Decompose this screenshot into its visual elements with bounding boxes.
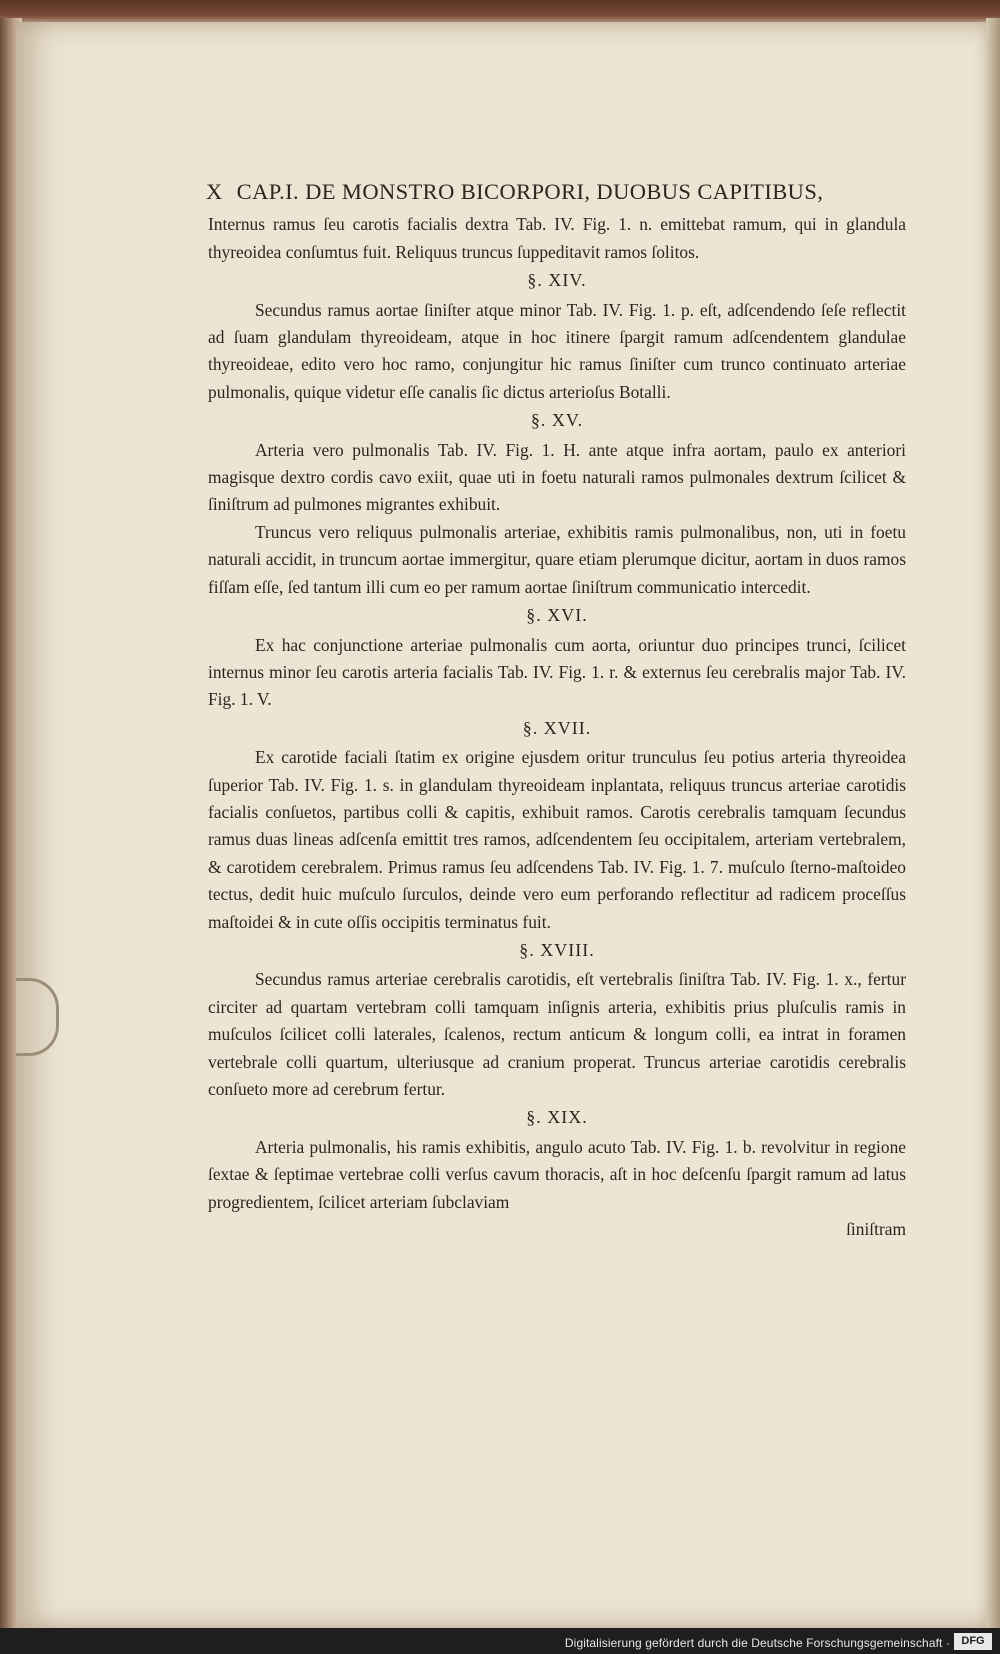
page-clip — [16, 978, 59, 1056]
section-heading: §. XV. — [530, 410, 584, 431]
paragraph: Ex hac conjunctione arteriae pulmonalis cum aorta, oriuntur duo principes trunci, ſcilicet internus minor ſeu carotis arteria facialis Tab. IV. Fig. 1. r. & externus ſeu cerebralis major Tab. IV. Fig. 1. V. — [208, 634, 906, 710]
paragraph: Internus ramus ſeu carotis facialis dextra Tab. IV. Fig. 1. n. emittebat ramum, qui in glandula thyreoidea conſumtus fuit. Reliquus truncus ſuppeditavit ramos ſolitos. — [208, 214, 906, 262]
running-header — [206, 178, 906, 205]
page-number: X — [206, 179, 223, 204]
paragraph: Secundus ramus arteriae cerebralis carotidis, eſt vertebralis ſiniſtra Tab. IV. Fig. 1. x., fertur circiter ad quartam vertebram colli tamquam inſignis arteria, exhibitis prius pluſculis ramis in muſculos ſcilicet colli laterales, ſcalenos, rectum anticum & longum colli, ea intrat in foramen vertebrale colli quartum, ulteriusque ad cranium properat. Truncus arteriae carotidis cerebralis conſueto more ad cerebrum fertur. — [208, 969, 906, 1099]
page-fore-edge — [986, 18, 1000, 1628]
paragraph: Ex carotide faciali ſtatim ex origine ejusdem oritur trunculus ſeu potius arteria thyreoidea ſuperior Tab. IV. Fig. 1. s. in glandulam thyreoideam inplantata, reliquus truncus arteriae carotidis facialis conſuetos, partibus colli & capitis, exhibuit ramos. Carotis cerebralis tamquam ſecundus ramus duas lineas adſcenſa emittit tres ramos, adſcendentem ſeu occipitalem, arteriam vertebralem, & carotidem cerebralem. Primus ramus ſeu adſcendens Tab. IV. Fig. 1. 7. muſculo ſterno-maſtoideo tectus, dedit huic muſculo ſurculos, deinde vero eum perforando reflectitur ad radicem proceſſus maſtoidei & in cute oſſis occipitis terminatus fuit. — [208, 747, 906, 932]
section-heading: §. XIV. — [527, 270, 587, 291]
paragraph: Arteria vero pulmonalis Tab. IV. Fig. 1. H. ante atque infra aortam, paulo ex anteriori magisque dextro cordis cavo exiit, quae uti in foetu naturali ramos pulmonales dextrum ſcilicet & ſiniſtrum ad pulmones migrantes exhibuit. — [208, 439, 906, 515]
section-heading: §. XIX. — [526, 1107, 588, 1128]
digitization-credit: Digitalisierung gefördert durch die Deutsche Forschungsgemeinschaft · — [564, 1636, 950, 1650]
page-text — [208, 178, 906, 1243]
dfg-logo: DFG — [954, 1633, 992, 1650]
paragraph: Secundus ramus aortae ſiniſter atque minor Tab. IV. Fig. 1. p. eſt, adſcendendo ſeſe reflectit ad ſuam glandulam thyreoideam, atque in hoc itinere ſpargit ramum adſcendentem glandulae thyreoideae, edito vero hoc ramo, conjungitur hic ramus ſiniſter cum trunco continuato arteriae pulmonalis, quique videtur eſſe canalis ſic dictus arterioſus Botalli. — [208, 299, 906, 402]
section-heading: §. XVI. — [526, 605, 588, 626]
section-heading: §. XVII. — [522, 717, 592, 738]
paragraph: Truncus vero reliquus pulmonalis arteriae, exhibitis ramis pulmonalibus, non, uti in foetu naturali accidit, in truncum aortae immergitur, quare etiam plerumque dicitur, aortam in duos ramos fiſſam eſſe, ſed tantum illi cum eo per ramum aortae ſiniſtrum communicatio intercedit. — [208, 521, 906, 597]
paragraph: Arteria pulmonalis, his ramis exhibitis, angulo acuto Tab. IV. Fig. 1. b. revolvitur in regione ſextae & ſeptimae vertebrae colli verſus cavum thoracis, aſt in hoc deſcenſu ſpargit ramum ad latus progredientem, ſcilicet arteriam ſubclaviam — [208, 1136, 906, 1212]
catchword: ſiniſtram — [846, 1219, 906, 1240]
running-title: CAP.I. DE MONSTRO BICORPORI, DUOBUS CAPITIBUS, — [236, 179, 824, 204]
section-heading: §. XVIII. — [519, 939, 595, 960]
